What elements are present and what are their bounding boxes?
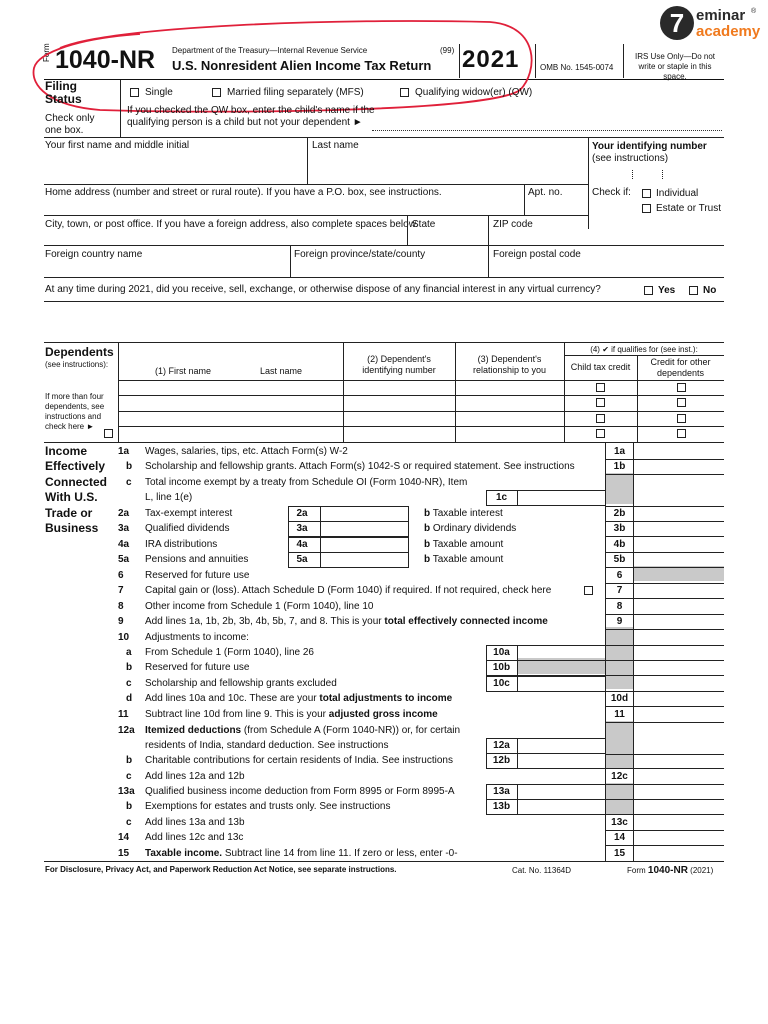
dep1-odc-checkbox[interactable] bbox=[677, 383, 686, 392]
row-rule bbox=[605, 754, 724, 755]
line-text: From Schedule 1 (Form 1040), line 26 bbox=[145, 647, 314, 658]
line-number: 9 bbox=[118, 616, 124, 627]
line-number: b bbox=[126, 461, 133, 472]
line-text: Add lines 1a, 1b, 2b, 3b, 4b, 5b, 7, and 8. This is your total effectively connected income bbox=[145, 616, 548, 627]
line-text: Add lines 12a and 12b bbox=[145, 771, 245, 782]
irs-use-only: IRS Use Only—Do not write or staple in this space. bbox=[634, 52, 716, 81]
row-rule bbox=[605, 784, 724, 785]
row-rule bbox=[486, 768, 605, 769]
dep-col1-last: Last name bbox=[260, 366, 303, 376]
form-title: U.S. Nonresident Alien Income Tax Return bbox=[172, 58, 432, 73]
line-15-amount[interactable] bbox=[634, 846, 724, 861]
line-2b-amount[interactable] bbox=[634, 506, 724, 521]
line-number: 14 bbox=[118, 832, 130, 843]
line-text: Other income from Schedule 1 (Form 1040), line 10 bbox=[145, 601, 374, 612]
right-box-label: 9 bbox=[616, 616, 623, 627]
line-10b-amount[interactable] bbox=[517, 660, 605, 675]
dep-col4: (4) ✔ if qualifies for (see inst.): bbox=[590, 345, 698, 354]
right-box-label: 7 bbox=[616, 585, 623, 596]
row-rule bbox=[486, 799, 605, 800]
box-divider bbox=[288, 521, 289, 536]
zip-label: ZIP code bbox=[493, 219, 533, 230]
line-text: Wages, salaries, tips, etc. Attach Form(s) W-2 bbox=[145, 446, 348, 457]
dep-col4b: Credit for other dependents bbox=[650, 357, 711, 378]
line-number: b bbox=[126, 755, 133, 766]
row-rule bbox=[486, 814, 605, 815]
footer-cat: Cat. No. 11364D bbox=[512, 866, 571, 875]
line-number: 7 bbox=[118, 585, 124, 596]
tax-year: 2021 bbox=[462, 46, 520, 73]
box-divider bbox=[288, 552, 289, 567]
line-13a-amount[interactable] bbox=[517, 784, 605, 799]
logo-text-eminar: eminar bbox=[696, 7, 746, 24]
dep4-odc-checkbox[interactable] bbox=[677, 429, 686, 438]
line-number: 12a bbox=[118, 725, 135, 736]
line-number: 5a bbox=[118, 554, 130, 565]
line-10c-amount[interactable] bbox=[517, 676, 605, 691]
row-rule bbox=[486, 645, 605, 646]
single-checkbox[interactable] bbox=[130, 88, 139, 97]
line-b-text: b Taxable amount bbox=[424, 554, 504, 565]
line-10a-amount[interactable] bbox=[517, 645, 605, 660]
dep-more-note: If more than four dependents, see instructions and check here ► bbox=[45, 392, 105, 431]
income-section-title: Income Effectively Connected With U.S. Trade or Business bbox=[45, 444, 108, 536]
agency: Department of the Treasury—Internal Revenue Service bbox=[172, 46, 368, 55]
inner-box-label: 13b bbox=[492, 801, 511, 812]
line-text: Add lines 12c and 13c bbox=[145, 832, 244, 843]
line-12a-amount[interactable] bbox=[517, 738, 605, 753]
line-number: c bbox=[126, 817, 132, 828]
line-number: 2a bbox=[118, 508, 130, 519]
line-text: Taxable income. Subtract line 14 from line 11. If zero or less, enter -0- bbox=[145, 848, 458, 859]
dep3-ctc-checkbox[interactable] bbox=[596, 414, 605, 423]
line-number: 11 bbox=[118, 709, 129, 720]
row-rule bbox=[605, 645, 724, 646]
line-number: 10 bbox=[118, 632, 130, 643]
dependents-subtitle: (see instructions): bbox=[45, 360, 109, 369]
right-box-label: 1b bbox=[613, 461, 626, 472]
form-prefix: Form bbox=[42, 43, 51, 62]
line-text: Pensions and annuities bbox=[145, 554, 249, 565]
qw-label: Qualifying widow(er) (QW) bbox=[415, 87, 533, 98]
box-divider bbox=[288, 506, 289, 521]
id-number-label: Your identifying number bbox=[592, 141, 707, 152]
line-number: b bbox=[126, 662, 133, 673]
line-number: 1a bbox=[118, 446, 130, 457]
vc-yes-checkbox[interactable] bbox=[644, 286, 653, 295]
dep2-odc-checkbox[interactable] bbox=[677, 398, 686, 407]
qw-child-name-field[interactable] bbox=[372, 118, 722, 131]
line-number: c bbox=[126, 678, 132, 689]
last-name-label: Last name bbox=[312, 140, 359, 151]
line-text: Qualified dividends bbox=[145, 523, 230, 534]
estate-label: Estate or Trust bbox=[656, 203, 722, 214]
line-text: Scholarship and fellowship grants excluded bbox=[145, 678, 337, 689]
line-b-text: b Taxable amount bbox=[424, 539, 504, 550]
line-number: 4a bbox=[118, 539, 130, 550]
first-name-label: Your first name and middle initial bbox=[45, 140, 190, 151]
dep4-ctc-checkbox[interactable] bbox=[596, 429, 605, 438]
line-text: Exemptions for estates and trusts only. See instructions bbox=[145, 801, 391, 812]
right-box-label: 5b bbox=[613, 554, 626, 565]
individual-label: Individual bbox=[656, 188, 699, 199]
mfs-checkbox[interactable] bbox=[212, 88, 221, 97]
line-b-text: b Taxable interest bbox=[424, 508, 503, 519]
line-1c-amount[interactable] bbox=[517, 490, 605, 505]
dep1-ctc-checkbox[interactable] bbox=[596, 383, 605, 392]
foreign-province-label: Foreign province/state/county bbox=[294, 249, 426, 260]
line-5a-amount[interactable] bbox=[320, 552, 409, 567]
row-rule bbox=[605, 675, 724, 676]
line-11-amount[interactable] bbox=[634, 707, 724, 722]
row-rule bbox=[288, 521, 409, 522]
line-text: Tax-exempt interest bbox=[145, 508, 233, 519]
vc-no-checkbox[interactable] bbox=[689, 286, 698, 295]
line-text: Adjustments to income: bbox=[145, 632, 249, 643]
logo-text-academy: academy bbox=[696, 23, 761, 40]
line-1b-amount[interactable] bbox=[634, 459, 724, 474]
single-label: Single bbox=[145, 87, 173, 98]
right-box-label: 11 bbox=[614, 709, 625, 720]
line-number: 3a bbox=[118, 523, 130, 534]
line-6-amount[interactable] bbox=[634, 568, 724, 583]
line-text: Scholarship and fellowship grants. Attach Form(s) 1042-S or required statement. See instructions bbox=[145, 461, 575, 472]
line-number: a bbox=[126, 647, 132, 658]
vc-no-label: No bbox=[703, 285, 717, 296]
foreign-country-label: Foreign country name bbox=[45, 249, 143, 260]
dep2-ctc-checkbox[interactable] bbox=[596, 398, 605, 407]
line-text-cont: L, line 1(e) bbox=[145, 492, 193, 503]
box-divider bbox=[288, 537, 289, 552]
line-text-cont: residents of India, standard deduction. See instructions bbox=[145, 740, 389, 751]
row-rule bbox=[288, 567, 409, 568]
check-if-label: Check if: bbox=[592, 187, 631, 198]
red-annotation-circle bbox=[20, 12, 540, 118]
right-box-label: 1a bbox=[613, 446, 626, 457]
line-number: 8 bbox=[118, 601, 124, 612]
right-box-label: 10d bbox=[610, 693, 629, 704]
line-5b-amount[interactable] bbox=[634, 552, 724, 567]
omb-number: OMB No. 1545-0074 bbox=[540, 63, 614, 72]
line-13c-amount[interactable] bbox=[634, 815, 724, 830]
irs-code: (99) bbox=[440, 46, 455, 55]
line-number: 15 bbox=[118, 848, 130, 859]
line-12c-amount[interactable] bbox=[634, 769, 724, 784]
inner-box-label: 12a bbox=[493, 740, 510, 751]
row-rule bbox=[486, 676, 605, 677]
right-box-label: 6 bbox=[616, 570, 623, 581]
dep-col2: (2) Dependent's identifying number bbox=[362, 354, 436, 375]
line-text: Total income exempt by a treaty from Schedule OI (Form 1040-NR), Item bbox=[145, 477, 468, 488]
logo-circle-icon: 7 bbox=[660, 6, 694, 40]
line-4b-amount[interactable] bbox=[634, 537, 724, 552]
row-rule bbox=[486, 784, 605, 785]
right-box-label: 8 bbox=[616, 601, 623, 612]
right-box-label: 3b bbox=[613, 523, 626, 534]
line-1a-amount[interactable] bbox=[634, 444, 724, 459]
dep-more-checkbox[interactable] bbox=[104, 429, 113, 438]
filing-status-note: Check only one box. bbox=[45, 113, 95, 136]
row-rule bbox=[605, 660, 724, 661]
row-rule bbox=[288, 552, 409, 553]
filing-status-title: Filing Status bbox=[45, 79, 82, 106]
row-rule bbox=[605, 629, 724, 630]
row-rule bbox=[486, 505, 605, 506]
footer-notice: For Disclosure, Privacy Act, and Paperwork Reduction Act Notice, see separate instructions. bbox=[45, 865, 397, 874]
right-box-label: 14 bbox=[613, 832, 626, 843]
dep3-odc-checkbox[interactable] bbox=[677, 414, 686, 423]
line-text: Reserved for future use bbox=[145, 662, 250, 673]
row-rule bbox=[288, 506, 409, 507]
line-14-amount[interactable] bbox=[634, 830, 724, 845]
vc-yes-label: Yes bbox=[658, 285, 676, 296]
line-2a-amount[interactable] bbox=[320, 506, 409, 521]
line-3b-amount[interactable] bbox=[634, 521, 724, 536]
line-text: Add lines 13a and 13b bbox=[145, 817, 245, 828]
line-text: Capital gain or (loss). Attach Schedule D (Form 1040) if required. If not required, check here bbox=[145, 585, 552, 596]
line-text: Reserved for future use bbox=[145, 570, 250, 581]
line-text: Subtract line 10d from line 9. This is your adjusted gross income bbox=[145, 709, 438, 720]
footer-form: Form 1040-NR (2021) bbox=[627, 865, 714, 876]
dep-col4a: Child tax credit bbox=[570, 362, 631, 372]
virtual-currency-question: At any time during 2021, did you receive, sell, exchange, or otherwise dispose of any financial interest in any virtual currency? bbox=[45, 284, 601, 295]
right-box-label: 15 bbox=[613, 848, 626, 859]
qw-checkbox[interactable] bbox=[400, 88, 409, 97]
line-number: 6 bbox=[118, 570, 124, 581]
line-text: Qualified business income deduction from Form 8995 or Form 8995-A bbox=[145, 786, 455, 797]
line-text: Add lines 10a and 10c. These are your total adjustments to income bbox=[145, 693, 453, 704]
estate-checkbox[interactable] bbox=[642, 204, 651, 213]
line-number: d bbox=[126, 693, 133, 704]
apt-label: Apt. no. bbox=[528, 187, 563, 198]
line-b-text: b Ordinary dividends bbox=[424, 523, 517, 534]
dependents-title: Dependents bbox=[45, 345, 114, 359]
line-number: 13a bbox=[118, 786, 135, 797]
inner-box-label: 13a bbox=[493, 786, 510, 797]
right-box-label: 4b bbox=[613, 539, 626, 550]
inner-box-label: 12b bbox=[492, 755, 511, 766]
line-number: c bbox=[126, 771, 132, 782]
inner-box-label: 2a bbox=[296, 508, 308, 519]
inner-box-label: 5a bbox=[296, 554, 308, 565]
line-8-amount[interactable] bbox=[634, 599, 724, 614]
id-number-note: (see instructions) bbox=[592, 153, 669, 164]
inner-box-label: 1c bbox=[495, 492, 508, 503]
logo bbox=[660, 2, 760, 46]
line-number: c bbox=[126, 477, 132, 488]
line-text: Charitable contributions for certain residents of India. See instructions bbox=[145, 755, 453, 766]
city-label: City, town, or post office. If you have a foreign address, also complete spaces below. bbox=[45, 219, 419, 230]
capital-gain-checkbox[interactable] bbox=[584, 586, 593, 595]
line-12b-amount[interactable] bbox=[517, 753, 605, 768]
line-number: b bbox=[126, 801, 133, 812]
inner-box-label: 3a bbox=[296, 523, 308, 534]
home-address-label: Home address (number and street or rural route). If you have a P.O. box, see instructions. bbox=[45, 187, 442, 198]
mfs-label: Married filing separately (MFS) bbox=[227, 87, 364, 98]
right-box-label: 13c bbox=[611, 817, 628, 828]
form-number: 1040-NR bbox=[55, 46, 156, 74]
row-rule bbox=[605, 799, 724, 800]
row-rule bbox=[288, 537, 409, 538]
inner-box-label: 10b bbox=[492, 662, 511, 673]
row-rule bbox=[486, 691, 605, 692]
line-text: Itemized deductions (from Schedule A (Form 1040-NR)) or, for certain bbox=[145, 725, 461, 736]
dep-col3: (3) Dependent's relationship to you bbox=[472, 354, 547, 375]
logo-reg: ® bbox=[751, 8, 757, 15]
line-text: IRA distributions bbox=[145, 539, 218, 550]
line-7-amount[interactable] bbox=[634, 583, 724, 598]
line-10d-amount[interactable] bbox=[634, 691, 724, 706]
row-rule bbox=[486, 660, 605, 661]
right-box-label: 12c bbox=[611, 771, 628, 782]
inner-box-label: 10c bbox=[493, 678, 510, 689]
foreign-postal-label: Foreign postal code bbox=[493, 249, 581, 260]
line-9-amount[interactable] bbox=[634, 614, 724, 629]
state-label: State bbox=[412, 219, 436, 230]
line-13b-amount[interactable] bbox=[517, 799, 605, 814]
line-4a-amount[interactable] bbox=[320, 537, 409, 552]
inner-box-label: 10a bbox=[493, 647, 510, 658]
row-rule bbox=[486, 753, 605, 754]
inner-box-label: 4a bbox=[296, 539, 308, 550]
row-rule bbox=[486, 738, 605, 739]
individual-checkbox[interactable] bbox=[642, 189, 651, 198]
qw-note: If you checked the QW box, enter the child's name if the qualifying person is a child but not your dependent ► bbox=[127, 105, 375, 128]
right-box-label: 2b bbox=[613, 508, 626, 519]
row-rule bbox=[605, 474, 724, 475]
row-rule bbox=[486, 490, 605, 491]
line-3a-amount[interactable] bbox=[320, 521, 409, 536]
row-rule bbox=[605, 722, 724, 723]
dep-col1-first: (1) First name bbox=[155, 366, 212, 376]
